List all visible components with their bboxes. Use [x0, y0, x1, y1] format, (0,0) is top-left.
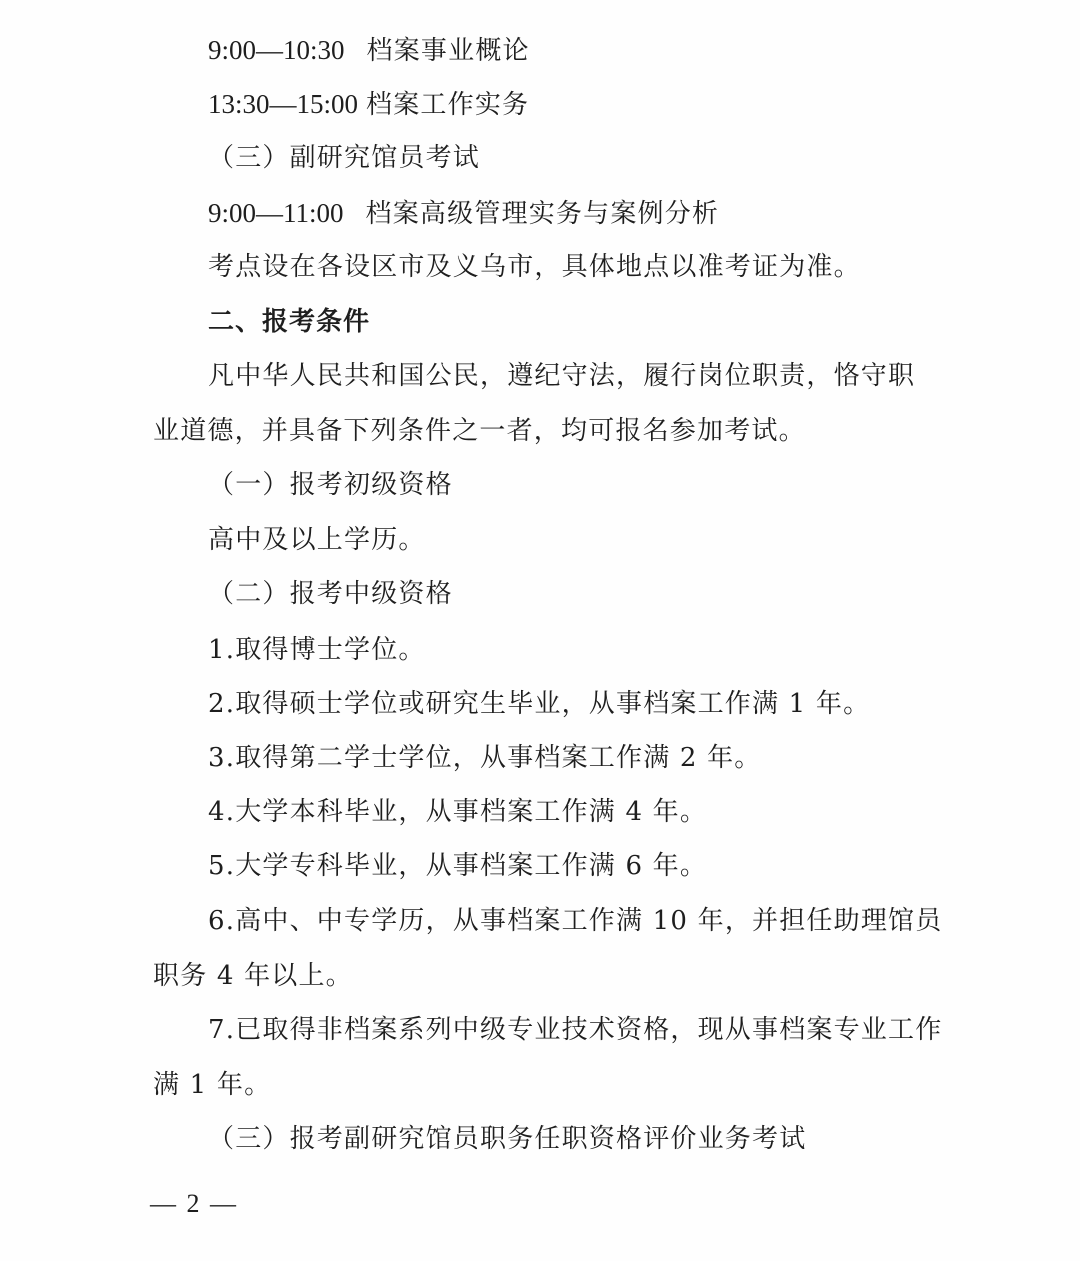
intermediate-title: （二）报考中级资格 — [208, 579, 453, 609]
schedule-subject: 档案工作实务 — [366, 90, 530, 120]
intermediate-item-6-line-2: 职务 4 年以上。 — [153, 961, 353, 991]
section-heading-conditions: 二、报考条件 — [208, 307, 371, 337]
schedule-subject: 档案事业概论 — [366, 36, 530, 66]
intermediate-item-7-line-2: 满 1 年。 — [153, 1070, 272, 1100]
schedule-subject: 档案高级管理实务与案例分析 — [365, 199, 720, 229]
page-number: — 2 — — [150, 1189, 238, 1218]
intermediate-item-3: 3.取得第二学士学位，从事档案工作满 2 年。 — [208, 743, 762, 773]
schedule-line-1 — [208, 30, 953, 70]
schedule-time: 13:30—15:00 — [208, 89, 359, 119]
junior-text: 高中及以上学历。 — [208, 525, 426, 555]
intermediate-item-2: 2.取得硕士学位或研究生毕业，从事档案工作满 1 年。 — [208, 689, 871, 719]
intermediate-item-6-line-1: 6.高中、中专学历，从事档案工作满 10 年，并担任助理馆员 — [208, 906, 943, 936]
schedule-time: 9:00—11:00 — [208, 198, 344, 228]
schedule-line-2 — [208, 84, 953, 124]
intermediate-item-7-line-1: 7.已取得非档案系列中级专业技术资格，现从事档案专业工作 — [208, 1015, 943, 1045]
intermediate-item-5: 5.大学专科毕业，从事档案工作满 6 年。 — [208, 851, 708, 881]
senior-title: （三）报考副研究馆员职务任职资格评价业务考试 — [208, 1124, 807, 1154]
section-3-title: （三）副研究馆员考试 — [208, 143, 481, 173]
intro-paragraph-line-2: 业道德，并具备下列条件之一者，均可报名参加考试。 — [153, 416, 806, 446]
schedule-time: 9:00—10:30 — [208, 35, 345, 65]
intermediate-item-4: 4.大学本科毕业，从事档案工作满 4 年。 — [208, 797, 708, 827]
venue-note: 考点设在各设区市及义乌市，具体地点以准考证为准。 — [208, 252, 861, 282]
junior-title: （一）报考初级资格 — [208, 470, 453, 500]
intro-paragraph-line-1: 凡中华人民共和国公民，遵纪守法，履行岗位职责，恪守职 — [208, 361, 916, 391]
schedule-line-3 — [208, 193, 953, 233]
intermediate-item-1: 1.取得博士学位。 — [208, 635, 426, 665]
